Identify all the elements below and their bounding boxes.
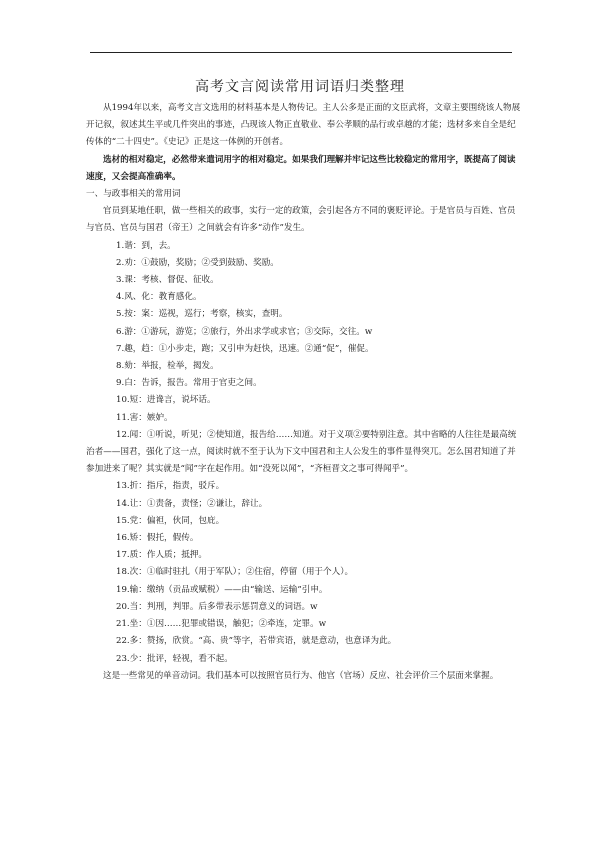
document-title: 高考文言阅读常用词语归类整理 [195,79,405,95]
list-item: 5.按：案：巡视，巡行；考察，核实，查明。 [116,309,288,320]
list-item: 3.课：考核、督促、征收。 [116,275,219,286]
intro-paragraph-2: 选材的相对稳定，必然带来遣词用字的相对稳定。如果我们理解并牢记这些比较稳定的常用字，既提高了阅读速度，又会提高准确率。 [86,154,516,182]
list-item: 7.趣，趋：①小步走，跑；又引申为赶快，迅速。②通“促”，催促。 [116,343,374,354]
closing-paragraph: 这是一些常见的单音动词。我们基本可以按照官员行为、他官（官场）反应、社会评价三个层面来掌握。 [103,670,499,681]
list-item: 17.质：作人质；抵押。 [116,550,208,561]
list-item: 9.白：告诉，报告。常用于官吏之间。 [116,378,262,389]
header-rule [90,52,512,53]
list-item: 13.折：指斥，指责，驳斥。 [116,481,225,492]
list-item: 16.矫：假托，假传。 [116,533,199,544]
list-item: 4.风、化：教育感化。 [116,292,202,303]
list-item-long: 12.闻：①听说，听见；②使知道，报告给……知道。对于义项②要特别注意。其中省略的人往往是最高统治者——国君，强化了这一点，阅读时就不至于认为下文中国君和主人公发生的事件显得突兀。怎么国君知道了并参加进来了呢？其实就是“闻”字在起作用。如“没死以闻”，“齐桓晋文之事可得闻乎”。 [86,429,517,475]
list-item: 23.少：批评，轻视，看不起。 [116,653,233,664]
list-item: 11.害：嫉妒。 [116,412,173,423]
list-item: 22.多：赞扬，欣赏。“高、贵”等字，若带宾语，就是意动，也意译为此。 [116,636,397,647]
list-item: 14.让：①责备，责怪；②谦让，辞让。 [116,498,268,509]
list-item: 20.当：判刑，判罪。后多带表示惩罚意义的词语。w [116,601,318,612]
document-body [86,100,522,685]
list-item: 2.劝：①鼓励，奖励；②受到鼓励、奖励。 [116,257,279,268]
list-item: 21.坐：①因……犯罪或错误，触犯；②牵连，定罪。w [116,619,327,630]
intro-paragraph-1: 从1994年以来，高考文言文选用的材料基本是人物传记。主人公多是正面的文臣武将，文章主要围绕该人物展开记叙，叙述其生平或几件突出的事迹，凸现该人物正直敬业、奉公孝顺的品行或卓越的才能；选材多来自全是纪传体的“二十四史”。《史记》正是这一体例的开创者。 [86,103,521,148]
section-heading: 一、与政事相关的常用词 [86,189,181,200]
list-item: 19.输：缴纳（贡品或赋税）——由“输送、运输”引申。 [116,584,328,595]
list-item: 15.党：偏袒，伙同，包庇。 [116,515,225,526]
list-item: 10.短：进谗言，说坏话。 [116,395,216,406]
section-intro-paragraph: 官员到某地任职，做一些相关的政事，实行一定的政策，会引起各方不同的褒贬评论。于是官员与百姓、官员与官员、官员与国君（帝王）之间就会有许多“动作”发生。 [86,206,516,234]
list-item: 1.谐：到，去。 [116,240,176,251]
list-item: 18.次：①临时驻扎（用于军队）；②住宿，停留（用于个人）。 [116,567,354,578]
list-item: 8.劾：举报，检举，揭发。 [116,361,219,372]
list-item: 6.游：①游玩，游览；②旅行，外出求学或求官；③交际，交往。w [116,326,373,337]
